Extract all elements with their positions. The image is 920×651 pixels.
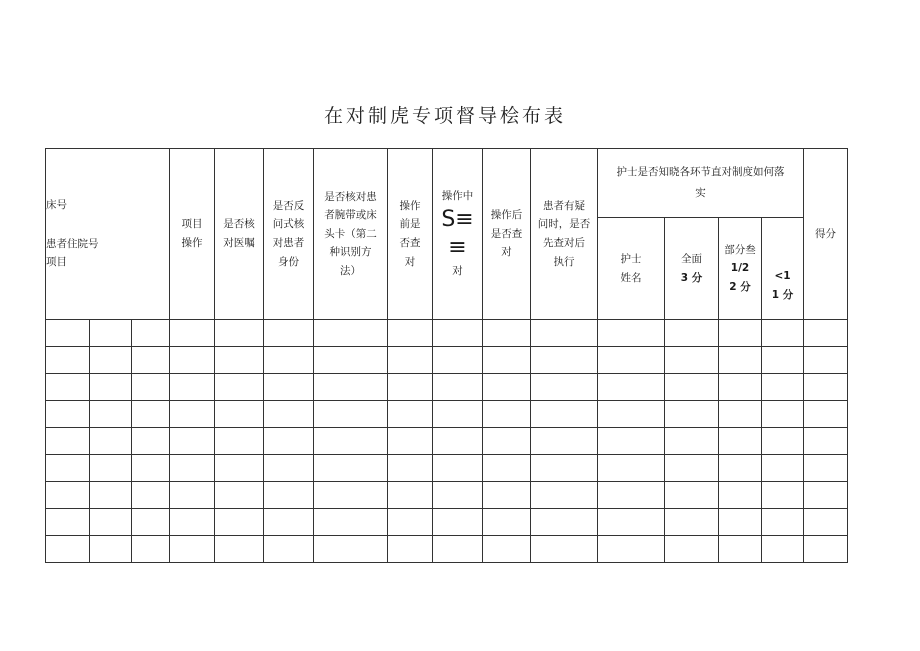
header-less-score: <1 1 分: [762, 218, 804, 320]
table-cell[interactable]: [598, 536, 665, 563]
table-cell[interactable]: [719, 428, 762, 455]
table-cell[interactable]: [170, 347, 215, 374]
table-cell[interactable]: [665, 320, 719, 347]
table-cell[interactable]: [665, 347, 719, 374]
table-cell[interactable]: [762, 401, 804, 428]
table-cell[interactable]: [90, 509, 132, 536]
table-cell[interactable]: [531, 509, 598, 536]
header-wristband: 是否核对患 者腕带或床 头卡（第二 种识别方 法）: [314, 149, 388, 320]
table-cell[interactable]: [483, 401, 531, 428]
table-cell[interactable]: [665, 401, 719, 428]
table-cell[interactable]: [132, 455, 170, 482]
table-cell[interactable]: [264, 536, 314, 563]
header-nurse-name: 护士 姓名: [598, 218, 665, 320]
header-partial-score: 部分叁 1/2 2 分: [719, 218, 762, 320]
table-cell[interactable]: [665, 482, 719, 509]
table-cell[interactable]: [665, 536, 719, 563]
table-cell[interactable]: [264, 455, 314, 482]
table-cell[interactable]: [314, 455, 388, 482]
table-cell[interactable]: [170, 482, 215, 509]
table-cell[interactable]: [598, 374, 665, 401]
table-cell[interactable]: [804, 455, 848, 482]
table-cell[interactable]: [215, 347, 264, 374]
table-cell[interactable]: [170, 320, 215, 347]
table-row: [46, 536, 848, 563]
table-cell[interactable]: [433, 455, 483, 482]
header-patient-doubt: 患者有疑 问时，是否 先查对后 执行: [531, 149, 598, 320]
table-cell[interactable]: [598, 509, 665, 536]
table-cell[interactable]: [132, 401, 170, 428]
table-cell[interactable]: [46, 509, 90, 536]
header-before-operation: 操作 前是 否查 对: [388, 149, 433, 320]
table-cell[interactable]: [531, 320, 598, 347]
table-cell[interactable]: [264, 374, 314, 401]
table-cell[interactable]: [665, 509, 719, 536]
header-nurse-knowledge: 护士是否知晓各环节直对制度如何落 实: [598, 149, 804, 218]
table-cell[interactable]: [719, 536, 762, 563]
table-cell[interactable]: [598, 320, 665, 347]
table-cell[interactable]: [719, 347, 762, 374]
table-cell[interactable]: [762, 347, 804, 374]
table-cell[interactable]: [804, 320, 848, 347]
table-cell[interactable]: [132, 536, 170, 563]
table-cell[interactable]: [433, 536, 483, 563]
table-cell[interactable]: [598, 455, 665, 482]
table-cell[interactable]: [90, 428, 132, 455]
table-cell[interactable]: [531, 536, 598, 563]
table-row: [46, 320, 848, 347]
table-cell[interactable]: [388, 482, 433, 509]
table-cell[interactable]: [483, 428, 531, 455]
header-bed-patient-item: [46, 149, 170, 320]
table-cell[interactable]: [483, 536, 531, 563]
table-cell[interactable]: [483, 455, 531, 482]
table-cell[interactable]: [598, 347, 665, 374]
table-cell[interactable]: [719, 374, 762, 401]
table-cell[interactable]: [762, 374, 804, 401]
table-cell[interactable]: [388, 509, 433, 536]
table-cell[interactable]: [762, 455, 804, 482]
header-during-operation: 操作中 S≡ ≡ 对: [433, 149, 483, 320]
table-cell[interactable]: [804, 509, 848, 536]
table-cell[interactable]: [388, 347, 433, 374]
table-body: [46, 320, 848, 563]
table-cell[interactable]: [170, 536, 215, 563]
table-cell[interactable]: [264, 320, 314, 347]
table-cell[interactable]: [804, 401, 848, 428]
page-title: 在对制虎专项督导桧布表: [323, 105, 566, 127]
table-cell[interactable]: [170, 401, 215, 428]
table-cell[interactable]: [46, 347, 90, 374]
table-cell[interactable]: [90, 482, 132, 509]
table-cell[interactable]: [215, 455, 264, 482]
table-cell[interactable]: [531, 374, 598, 401]
table-cell[interactable]: [719, 320, 762, 347]
table-cell[interactable]: [90, 455, 132, 482]
table-cell[interactable]: [762, 428, 804, 455]
table-cell[interactable]: [314, 320, 388, 347]
table-cell[interactable]: [531, 428, 598, 455]
table-cell[interactable]: [804, 428, 848, 455]
table-cell[interactable]: [264, 482, 314, 509]
table-cell[interactable]: [804, 482, 848, 509]
table-cell[interactable]: [388, 428, 433, 455]
table-cell[interactable]: [215, 509, 264, 536]
table-cell[interactable]: [388, 401, 433, 428]
table-cell[interactable]: [433, 374, 483, 401]
table-cell[interactable]: [264, 401, 314, 428]
table-row: [46, 509, 848, 536]
table-cell[interactable]: [46, 401, 90, 428]
table-cell[interactable]: [483, 374, 531, 401]
table-cell[interactable]: [46, 428, 90, 455]
table-cell[interactable]: [90, 374, 132, 401]
table-cell[interactable]: [314, 347, 388, 374]
table-cell[interactable]: [483, 509, 531, 536]
table-cell[interactable]: [388, 374, 433, 401]
table-cell[interactable]: [433, 509, 483, 536]
table-cell[interactable]: [804, 374, 848, 401]
table-cell[interactable]: [215, 401, 264, 428]
table-cell[interactable]: [314, 536, 388, 563]
table-cell[interactable]: [665, 455, 719, 482]
table-cell[interactable]: [46, 320, 90, 347]
table-cell[interactable]: [314, 428, 388, 455]
table-cell[interactable]: [314, 401, 388, 428]
table-cell[interactable]: [531, 455, 598, 482]
table-row: [46, 401, 848, 428]
table-cell[interactable]: [132, 320, 170, 347]
table-cell[interactable]: [46, 455, 90, 482]
table-cell[interactable]: [170, 374, 215, 401]
table-cell[interactable]: [483, 482, 531, 509]
table-cell[interactable]: [433, 482, 483, 509]
table-cell[interactable]: [804, 536, 848, 563]
table-cell[interactable]: [719, 482, 762, 509]
table-cell[interactable]: [215, 374, 264, 401]
table-cell[interactable]: [719, 455, 762, 482]
table-cell[interactable]: [388, 320, 433, 347]
table-cell[interactable]: [90, 536, 132, 563]
table-cell[interactable]: [531, 347, 598, 374]
table-cell[interactable]: [132, 482, 170, 509]
table-cell[interactable]: [483, 347, 531, 374]
table-cell[interactable]: [433, 347, 483, 374]
table-cell[interactable]: [531, 482, 598, 509]
table-cell[interactable]: [719, 509, 762, 536]
table-cell[interactable]: [90, 347, 132, 374]
header-verify-order: 是否核 对医嘱: [215, 149, 264, 320]
table-cell[interactable]: [170, 455, 215, 482]
table-cell[interactable]: [804, 347, 848, 374]
table-cell[interactable]: [132, 347, 170, 374]
table-cell[interactable]: [531, 401, 598, 428]
table-cell[interactable]: [215, 482, 264, 509]
table-cell[interactable]: [388, 455, 433, 482]
table-cell[interactable]: [665, 428, 719, 455]
header-bed: 床号: [46, 199, 67, 212]
header-full-score: 全面 3 分: [665, 218, 719, 320]
table-cell[interactable]: [665, 374, 719, 401]
table-cell[interactable]: [132, 509, 170, 536]
header-item: 项目: [46, 256, 67, 269]
table-cell[interactable]: [170, 509, 215, 536]
table-cell[interactable]: [762, 482, 804, 509]
table-cell[interactable]: [762, 509, 804, 536]
table-row: [46, 347, 848, 374]
table-cell[interactable]: [433, 428, 483, 455]
table-cell[interactable]: [215, 320, 264, 347]
table-cell[interactable]: [264, 428, 314, 455]
table-cell[interactable]: [215, 536, 264, 563]
table-row: [46, 374, 848, 401]
table-cell[interactable]: [264, 347, 314, 374]
header-patient-id: 患者住院号: [46, 237, 99, 250]
table-row: [46, 455, 848, 482]
header-score: 得分: [804, 149, 848, 320]
table-cell[interactable]: [314, 374, 388, 401]
table-cell[interactable]: [598, 428, 665, 455]
table-row: [46, 482, 848, 509]
header-reverse-ask: 是否反 问式核 对患者 身份: [264, 149, 314, 320]
supervision-table: [45, 148, 848, 563]
table-cell[interactable]: [46, 536, 90, 563]
table-cell[interactable]: [719, 401, 762, 428]
table-row: [46, 428, 848, 455]
table-cell[interactable]: [46, 374, 90, 401]
table-cell[interactable]: [264, 509, 314, 536]
table-cell[interactable]: [314, 509, 388, 536]
table-cell[interactable]: [215, 428, 264, 455]
table-cell[interactable]: [762, 320, 804, 347]
table-cell[interactable]: [433, 320, 483, 347]
table-cell[interactable]: [90, 401, 132, 428]
table-cell[interactable]: [483, 320, 531, 347]
table-cell[interactable]: [170, 428, 215, 455]
table-cell[interactable]: [762, 536, 804, 563]
header-project-operation: 项目 操作: [170, 149, 215, 320]
table-cell[interactable]: [598, 401, 665, 428]
table-cell[interactable]: [90, 320, 132, 347]
header-after-operation: 操作后 是否查 对: [483, 149, 531, 320]
table-cell[interactable]: [314, 482, 388, 509]
table-cell[interactable]: [46, 482, 90, 509]
table-cell[interactable]: [132, 374, 170, 401]
table-cell[interactable]: [433, 401, 483, 428]
table-cell[interactable]: [132, 428, 170, 455]
table-cell[interactable]: [388, 536, 433, 563]
table-cell[interactable]: [598, 482, 665, 509]
